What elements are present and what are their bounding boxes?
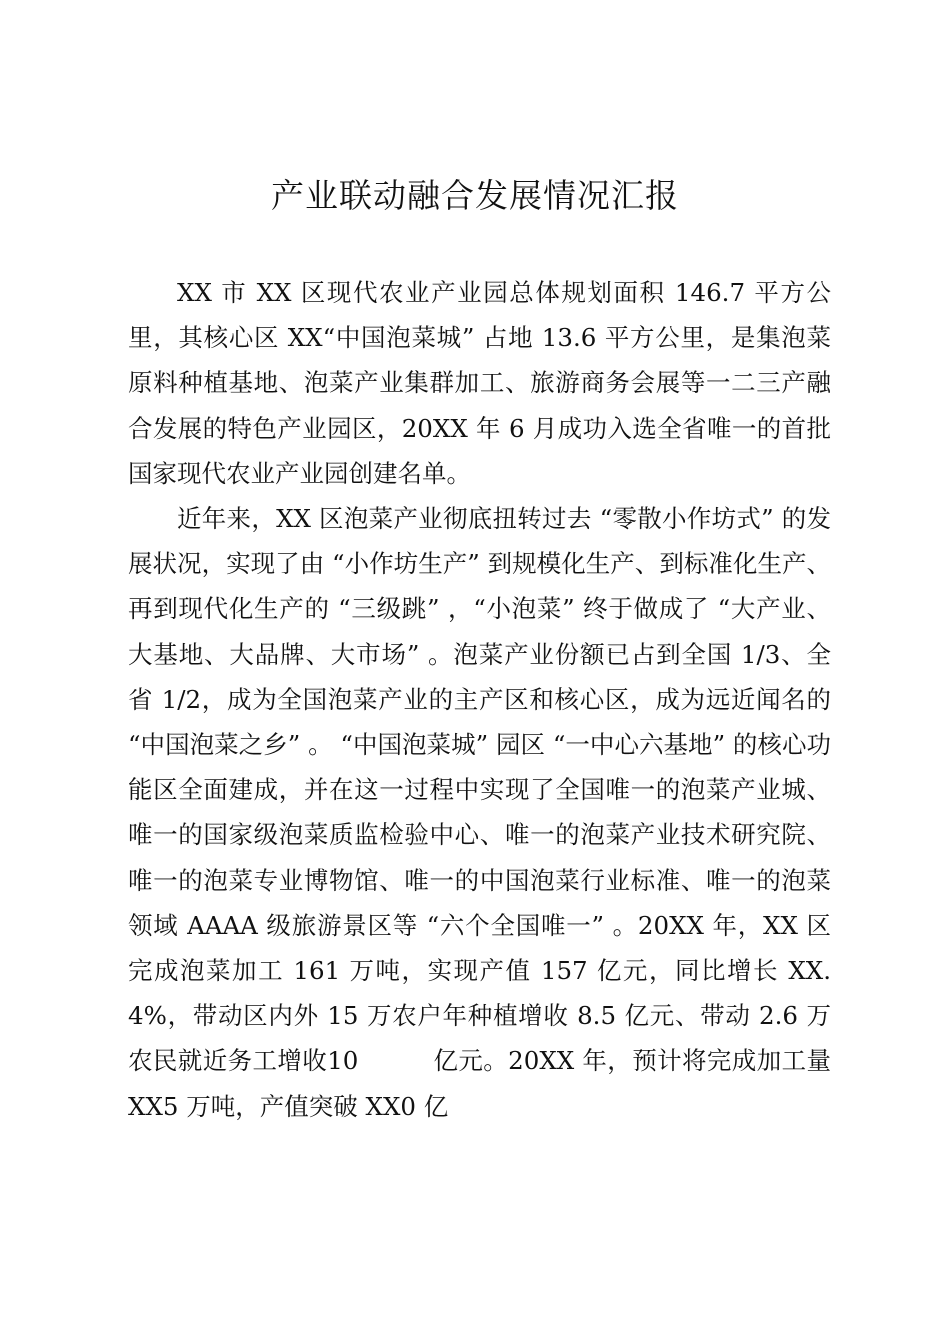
document-title: 产业联动融合发展情况汇报	[271, 176, 679, 215]
paragraph-intro: XX 市 XX 区现代农业产业园总体规划面积 146.7 平方公里，其核心区 XX“中国泡菜城” 占地 13.6 平方公里，是集泡菜原料种植基地、泡菜产业集群加工、旅游商务会展等一二三产融合发展的特色产业园区，20XX 年 6 月成功入选全省唯一的首批国家现代农业产业园创建名单。	[128, 278, 831, 488]
document-body	[128, 270, 831, 1129]
paragraph-development: 近年来，XX 区泡菜产业彻底扭转过去 “零散小作坊式” 的发展状况，实现了由 “小作坊生产” 到规模化生产、到标准化生产、再到现代化生产的 “三级跳” ，“小泡菜” 终于做成了 “大产业、大基地、大品牌、大市场” 。泡菜产业份额已占到全国 1/3、全省 1/2，成为全国泡菜产业的主产区和核心区，成为远近闻名的 “中国泡菜之乡” 。 “中国泡菜城” 园区 “一中心六基地” 的核心功能区全面建成，并在这一过程中实现了全国唯一的泡菜产业城、唯一的国家级泡菜质监检验中心、唯一的泡菜产业技术研究院、唯一的泡菜专业博物馆、唯一的中国泡菜行业标准、唯一的泡菜领域 AAAA 级旅游景区等 “六个全国唯一” 。20XX 年，XX 区完成泡菜加工 161 万吨，实现产值 157 亿元，同比增长 XX.4%，带动区内外 15 万农户年种植增收 8.5 亿元、带动 2.6 万农民就近务工增收10 亿元。20XX 年，预计将完成加工量 XX5 万吨，产值突破 XX0 亿	[128, 504, 831, 1121]
